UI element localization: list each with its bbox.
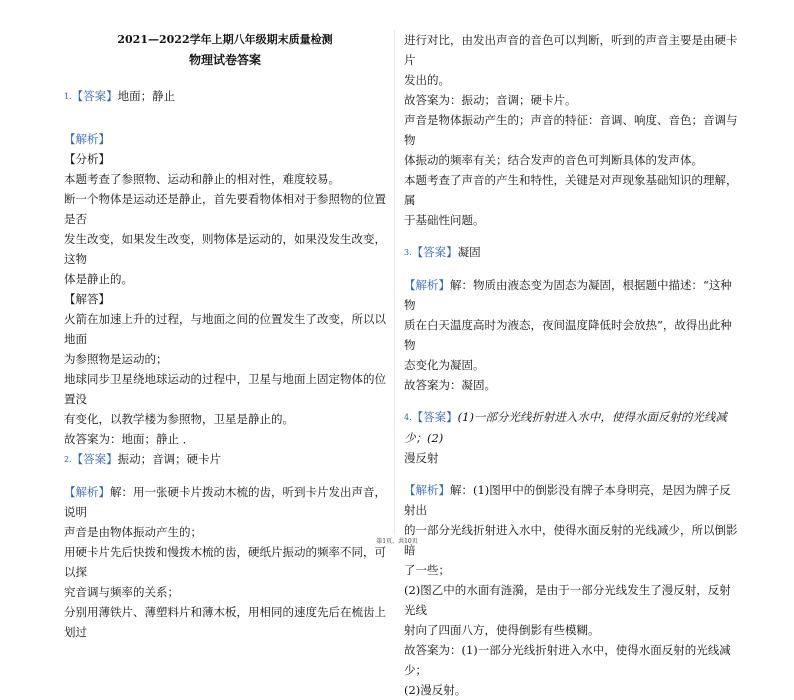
q4-analysis-text: 解：(1)图甲中的倒影没有牌子本身明亮，是因为牌子反射出 [404, 483, 731, 517]
q1-answer-line [64, 86, 386, 107]
q1-solution-line: 为参照物是运动的； [64, 352, 168, 366]
column-divider [394, 30, 395, 535]
q3-analysis-line: 质在白天温度高时为液态，夜间温度降低时会放热”，故得出此种物 [404, 318, 732, 352]
q2-answer: 振动；音调；硬卡片 [117, 452, 222, 466]
q1-analysis-line: 发生改变，如果发生改变，则物体是运动的，如果没发生改变，这物 [64, 232, 386, 266]
right-column [404, 30, 738, 700]
q2-answer-line [64, 449, 386, 470]
q1-analysis-tag: 【解析】 [64, 132, 110, 146]
q3-answer-line [404, 242, 738, 263]
q3-analysis-line: 故答案为：凝固。 [404, 378, 496, 392]
q1-solution-line: 故答案为：地面；静止 ． [64, 432, 195, 446]
q1-answer-tag: 【答案】 [71, 89, 118, 103]
q2-analysis-line: 发出的。 [404, 73, 450, 87]
q4-analysis-line: (2)漫反射。 [404, 683, 467, 697]
q3-answer: 凝固 [457, 245, 481, 259]
q4-analysis-line: 的一部分光线折射进入水中，使得水面反射的光线减少，所以倒影暗 [404, 523, 738, 557]
q2-analysis-line: 本题考查了声音的产生和特性，关键是对声现象基础知识的理解，属 [404, 173, 738, 207]
q1-answer: 地面；静止 [117, 89, 176, 103]
q1-solution-line: 有变化，以教学楼为参照物，卫星是静止的。 [64, 412, 294, 426]
q3-analysis-text: 解：物质由液态变为固态为凝固，根据题中描述：“这种物 [404, 278, 732, 312]
q2-analysis-line: 于基础性问题。 [404, 213, 485, 227]
exam-title: 2021—2022学年上期八年级期末质量检测 [117, 33, 333, 46]
q1-analysis-line: 断一个物体是运动还是静止，首先要看物体相对于参照物的位置是否 [64, 192, 386, 226]
q2-analysis-line: 用硬卡片先后快拨和慢拨木梳的齿，硬纸片振动的频率不同，可以探 [64, 545, 386, 579]
q2-analysis-line [64, 482, 386, 522]
page-number-footer: 第1页，共10页 [376, 538, 418, 545]
q4-analysis-line [404, 480, 738, 520]
q1-solution-line: 地球同步卫星绕地球运动的过程中，卫星与地面上固定物体的位置没 [64, 372, 386, 406]
q2-analysis-line: 分别用薄铁片、薄塑料片和薄木板，用相同的速度先后在梳齿上划过 [64, 605, 386, 639]
q1-number: 1. [64, 92, 72, 101]
q2-number: 2. [64, 455, 72, 464]
q4-number: 4. [404, 413, 412, 422]
q3-answer-tag: 【答案】 [411, 245, 458, 259]
q1-analysis-subheading: 【分析】 [64, 152, 110, 166]
q2-analysis-line: 进行对比，由发出声音的音色可以判断，听到的声音主要是由硬卡片 [404, 33, 738, 67]
q3-analysis-tag: 【解析】 [404, 278, 450, 292]
q4-analysis-line: 射向了四面八方，使得倒影有些模糊。 [404, 623, 600, 637]
q3-number: 3. [404, 248, 412, 257]
q1-analysis-line: 本题考查了参照物、运动和静止的相对性，难度较易。 [64, 172, 340, 186]
q2-analysis-line: 声音是物体振动产生的；声音的特征：音调、响度、音色；音调与物 [404, 113, 738, 147]
q1-solution-line: 火箭在加速上升的过程，与地面之间的位置发生了改变，所以以地面 [64, 312, 386, 346]
q1-solution-tag: 【解答】 [64, 292, 110, 306]
document-title: 物理试卷答案 [188, 53, 261, 67]
q4-answer-text: (1)一部分光线折射进入水中，使得水面反射的光线减少；(2) [404, 410, 727, 445]
q4-answer-line: 漫反射 [404, 451, 439, 465]
q4-analysis-tag: 【解析】 [404, 483, 450, 497]
q4-analysis-line: (2)图乙中的水面有涟漪，是由于一部分光线发生了漫反射，反射光线 [404, 583, 731, 617]
q3-analysis-line [404, 275, 738, 315]
q3-analysis-line: 态变化为凝固。 [404, 358, 485, 372]
q4-analysis-line: 故答案为：(1)一部分光线折射进入水中，使得水面反射的光线减少； [404, 643, 731, 677]
q2-analysis-text: 解：用一张硬卡片拨动木梳的齿，听到卡片发出声音，说明 [64, 485, 386, 519]
q2-analysis-line: 体振动的频率有关；结合发声的音色可判断具体的发声体。 [404, 153, 703, 167]
q2-analysis-line: 故答案为：振动；音调；硬卡片。 [404, 93, 577, 107]
q4-answer-line [404, 407, 738, 448]
left-column [64, 30, 386, 642]
q2-analysis-line: 究音调与频率的关系； [64, 585, 179, 599]
q2-analysis-line: 声音是由物体振动产生的； [64, 525, 202, 539]
q4-analysis-line: 了一些； [404, 563, 450, 577]
q1-analysis-line: 体是静止的。 [64, 272, 133, 286]
q2-answer-tag: 【答案】 [71, 452, 118, 466]
q2-analysis-tag: 【解析】 [64, 485, 110, 499]
q4-answer-tag: 【答案】 [411, 410, 458, 424]
